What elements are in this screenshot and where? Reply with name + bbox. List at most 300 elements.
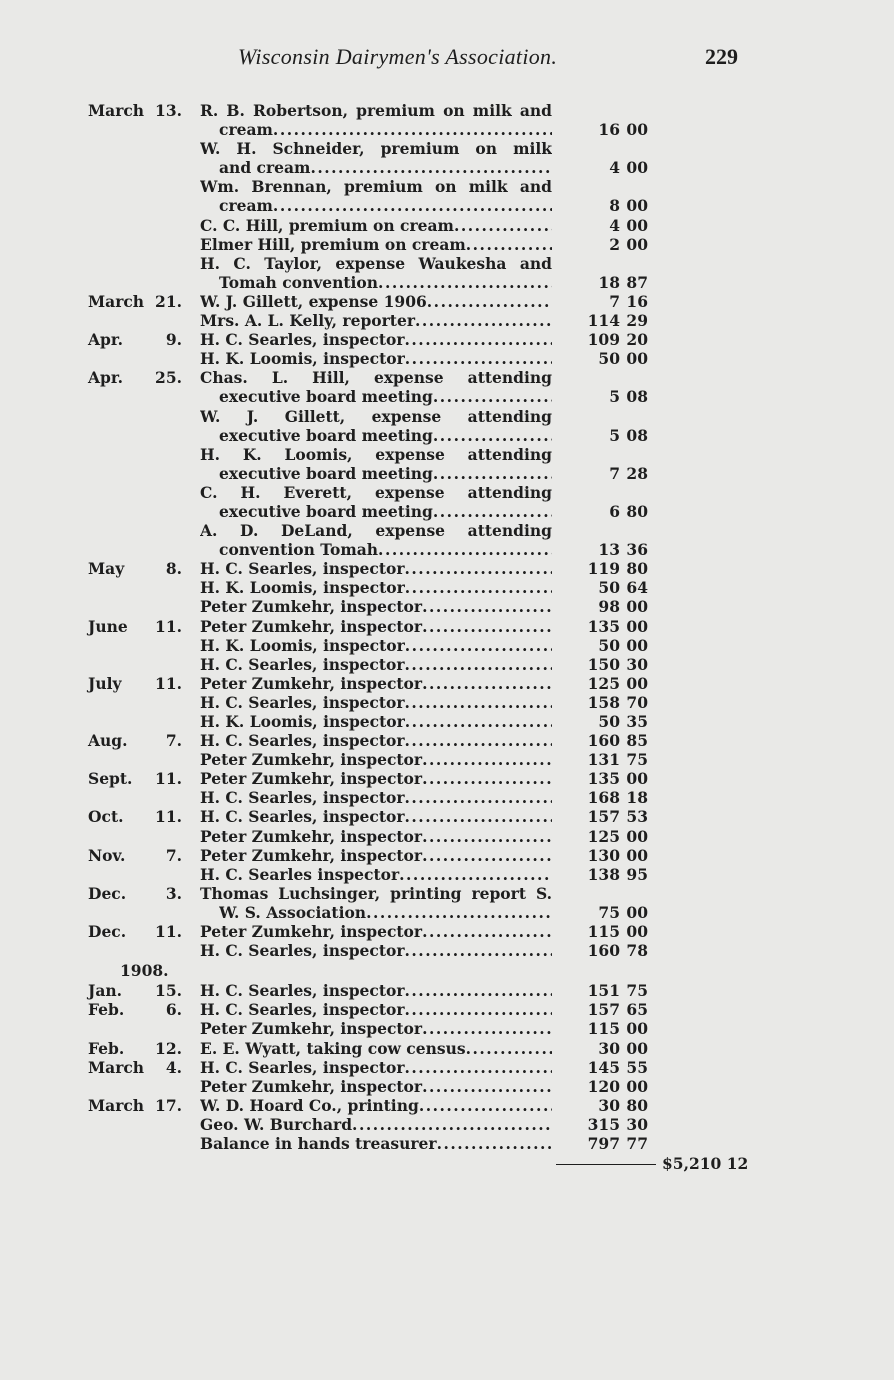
entry-description xyxy=(200,750,552,769)
dot-leader xyxy=(378,540,552,559)
amount-cents: 80 xyxy=(626,559,648,579)
entry-month: Feb. xyxy=(88,1038,125,1058)
dot-leader xyxy=(433,426,552,445)
amount-cents: 30 xyxy=(626,1114,648,1134)
page-number: 229 xyxy=(705,44,738,69)
grand-total: $5,210 12 xyxy=(662,1154,749,1174)
total-row xyxy=(0,1153,894,1175)
ledger-table xyxy=(0,101,894,1175)
amount-cents: 87 xyxy=(626,272,648,292)
dot-leader xyxy=(466,235,552,254)
description-text: H. C. Searles, inspector xyxy=(200,559,405,579)
amount-dollars: 115 xyxy=(587,922,620,942)
entry-month: Dec. xyxy=(88,922,127,942)
entry-month: Apr. xyxy=(88,330,124,350)
ledger-row xyxy=(0,177,894,196)
description-text: Peter Zumkehr, inspector xyxy=(200,616,423,636)
amount-cents: 08 xyxy=(626,387,648,407)
description-text: cream xyxy=(219,196,273,216)
ledger-row xyxy=(0,788,894,807)
dot-leader xyxy=(422,769,552,788)
amount-cents: 28 xyxy=(626,463,648,483)
amount-cents: 64 xyxy=(626,578,648,598)
amount-cents: 00 xyxy=(626,769,648,789)
description-text: W. D. Hoard Co., printing xyxy=(200,1095,419,1115)
ledger-row xyxy=(0,235,894,254)
dot-leader xyxy=(422,1019,552,1038)
entry-day: 11. xyxy=(155,616,182,636)
amount-dollars: 158 xyxy=(587,692,620,712)
ledger-row xyxy=(0,387,894,406)
amount-dollars: 8 xyxy=(609,196,620,216)
amount-dollars: 50 xyxy=(598,578,620,598)
entry-month: Jan. xyxy=(88,981,123,1001)
amount-cents: 53 xyxy=(626,807,648,827)
entry-month: Nov. xyxy=(88,845,126,865)
entry-month: March xyxy=(88,291,145,311)
dot-leader xyxy=(310,158,552,177)
dot-leader xyxy=(427,292,552,311)
entry-month: Oct. xyxy=(88,807,124,827)
entry-description xyxy=(219,158,552,177)
description-text: Peter Zumkehr, inspector xyxy=(200,826,423,846)
dot-leader xyxy=(422,750,552,769)
entry-description xyxy=(200,1077,552,1096)
ledger-row xyxy=(0,330,894,349)
ledger-row xyxy=(0,101,894,120)
amount-dollars: 18 xyxy=(598,272,620,292)
description-text: executive board meeting xyxy=(219,425,433,445)
dot-leader xyxy=(405,788,552,807)
ledger-row xyxy=(0,483,894,502)
entry-description xyxy=(200,1115,552,1134)
entry-description: Chas. L. Hill, expense attending xyxy=(200,368,552,388)
entry-description: W. J. Gillett, expense attending xyxy=(200,406,552,426)
ledger-row xyxy=(0,1115,894,1134)
entry-description xyxy=(200,330,552,349)
year-label: 1908. xyxy=(120,961,169,981)
dot-leader xyxy=(422,922,552,941)
entry-description xyxy=(200,1000,552,1019)
description-text: convention Tomah xyxy=(219,540,379,560)
entry-description xyxy=(200,827,552,846)
ledger-row xyxy=(0,292,894,311)
amount-cents: 00 xyxy=(626,902,648,922)
entry-day: 21. xyxy=(155,291,182,311)
description-text: Geo. W. Burchard xyxy=(200,1114,353,1134)
amount-dollars: 114 xyxy=(587,311,620,331)
description-text: Peter Zumkehr, inspector xyxy=(200,845,423,865)
entry-day: 9. xyxy=(165,330,182,350)
ledger-row xyxy=(0,216,894,235)
ledger-row xyxy=(0,597,894,616)
dot-leader xyxy=(422,617,552,636)
description-text: cream xyxy=(219,120,273,140)
ledger-row xyxy=(0,407,894,426)
ledger-row xyxy=(0,655,894,674)
description-text: E. E. Wyatt, taking cow census xyxy=(200,1038,466,1058)
amount-dollars: 168 xyxy=(587,788,620,808)
amount-dollars: 98 xyxy=(598,597,620,617)
entry-day: 11. xyxy=(155,922,182,942)
amount-dollars: 50 xyxy=(598,635,620,655)
amount-cents: 00 xyxy=(626,673,648,693)
entry-description xyxy=(200,922,552,941)
dot-leader xyxy=(405,559,552,578)
ledger-row xyxy=(0,981,894,1000)
description-text: H. C. Searles, inspector xyxy=(200,731,405,751)
ledger-row xyxy=(0,311,894,330)
ledger-row xyxy=(0,1134,894,1153)
amount-cents: 00 xyxy=(626,1076,648,1096)
amount-dollars: 145 xyxy=(587,1057,620,1077)
dot-leader xyxy=(273,196,552,215)
entry-description xyxy=(219,387,552,406)
entry-description xyxy=(200,1019,552,1038)
dot-leader xyxy=(405,1000,552,1019)
amount-cents: 00 xyxy=(626,196,648,216)
entry-day: 15. xyxy=(155,981,182,1001)
dot-leader xyxy=(366,903,552,922)
year-heading-row xyxy=(0,960,894,981)
running-title: Wisconsin Dairymen's Association. xyxy=(238,44,558,69)
entry-month: Dec. xyxy=(88,883,127,903)
amount-dollars: 13 xyxy=(598,540,620,560)
entry-description xyxy=(200,349,552,368)
description-text: H. K. Loomis, inspector xyxy=(200,712,405,731)
amount-cents: 55 xyxy=(626,1057,648,1077)
ledger-row xyxy=(0,349,894,368)
description-text: H. C. Searles, inspector xyxy=(200,788,405,808)
dot-leader xyxy=(273,120,552,139)
entry-month: Apr. xyxy=(88,368,124,388)
dot-leader xyxy=(405,807,552,826)
ledger-row xyxy=(0,636,894,655)
amount-cents: 00 xyxy=(626,158,648,178)
description-text: H. C. Searles, inspector xyxy=(200,654,405,674)
ledger-row xyxy=(0,922,894,941)
description-text: H. C. Searles, inspector xyxy=(200,941,405,961)
amount-dollars: 7 xyxy=(609,291,620,311)
dot-leader xyxy=(433,502,552,521)
entry-description: H. C. Taylor, expense Waukesha and xyxy=(200,253,552,273)
description-text: Tomah convention xyxy=(219,272,379,292)
dot-leader xyxy=(422,846,552,865)
description-text: Peter Zumkehr, inspector xyxy=(200,750,423,770)
entry-description xyxy=(200,807,552,826)
entry-description xyxy=(219,502,552,521)
ledger-row xyxy=(0,426,894,445)
description-text: executive board meeting xyxy=(219,463,433,483)
amount-cents: 70 xyxy=(626,692,648,712)
entry-description xyxy=(200,559,552,578)
entry-description xyxy=(200,636,552,655)
ledger-row xyxy=(0,521,894,540)
entry-day: 11. xyxy=(155,807,182,827)
description-text: Mrs. A. L. Kelly, reporter xyxy=(200,311,415,331)
description-text: executive board meeting xyxy=(219,501,433,521)
ledger-row xyxy=(0,559,894,578)
amount-dollars: 4 xyxy=(609,158,620,178)
ledger-row xyxy=(0,827,894,846)
entry-description xyxy=(200,1058,552,1077)
amount-cents: 20 xyxy=(626,330,648,350)
amount-dollars: 5 xyxy=(609,387,620,407)
dot-leader xyxy=(352,1115,552,1134)
amount-dollars: 7 xyxy=(609,463,620,483)
description-text: H. K. Loomis, inspector xyxy=(200,349,405,369)
entry-month: May xyxy=(88,559,125,579)
amount-dollars: 130 xyxy=(587,845,620,865)
description-text: H. C. Searles, inspector xyxy=(200,981,405,1001)
ledger-row xyxy=(0,807,894,826)
entry-description xyxy=(200,655,552,674)
entry-day: 11. xyxy=(155,673,182,693)
entry-description xyxy=(200,712,552,731)
entry-month: June xyxy=(88,616,128,636)
ledger-row xyxy=(0,578,894,597)
entry-description xyxy=(200,311,552,330)
amount-dollars: 119 xyxy=(587,559,620,579)
ledger-row xyxy=(0,750,894,769)
amount-dollars: 115 xyxy=(587,1019,620,1039)
description-text: H. C. Searles inspector xyxy=(200,864,400,884)
amount-cents: 00 xyxy=(626,1038,648,1058)
dot-leader xyxy=(399,865,552,884)
entry-day: 11. xyxy=(155,769,182,789)
amount-cents: 00 xyxy=(626,922,648,942)
amount-cents: 85 xyxy=(626,731,648,751)
ledger-row xyxy=(0,1077,894,1096)
description-text: executive board meeting xyxy=(219,387,433,407)
amount-dollars: 160 xyxy=(587,941,620,961)
amount-dollars: 135 xyxy=(587,769,620,789)
description-text: H. C. Searles, inspector xyxy=(200,330,405,350)
amount-cents: 00 xyxy=(626,215,648,235)
dot-leader xyxy=(419,1096,552,1115)
entry-description: R. B. Robertson, premium on milk and xyxy=(200,101,552,120)
ledger-row xyxy=(0,139,894,158)
dot-leader xyxy=(405,712,552,731)
entry-description: A. D. DeLand, expense attending xyxy=(200,521,552,541)
amount-cents: 80 xyxy=(626,501,648,521)
ledger-row xyxy=(0,941,894,960)
description-text: H. K. Loomis, inspector xyxy=(200,578,405,598)
entry-description xyxy=(200,1096,552,1115)
ledger-row xyxy=(0,1096,894,1115)
description-text: Peter Zumkehr, inspector xyxy=(200,1076,423,1096)
description-text: Peter Zumkehr, inspector xyxy=(200,922,423,942)
ledger-row xyxy=(0,884,894,903)
entry-description xyxy=(200,216,552,235)
amount-cents: 16 xyxy=(626,291,648,311)
entry-day: 7. xyxy=(165,731,182,751)
dot-leader xyxy=(405,981,552,1000)
amount-dollars: 151 xyxy=(587,981,620,1001)
entry-day: 4. xyxy=(165,1057,182,1077)
amount-cents: 95 xyxy=(626,864,648,884)
entry-description xyxy=(219,540,552,559)
amount-cents: 80 xyxy=(626,1095,648,1115)
dot-leader xyxy=(405,1058,552,1077)
dot-leader xyxy=(415,311,552,330)
ledger-row xyxy=(0,464,894,483)
ledger-row xyxy=(0,846,894,865)
entry-description xyxy=(219,464,552,483)
description-text: Peter Zumkehr, inspector xyxy=(200,1019,423,1039)
dot-leader xyxy=(422,674,552,693)
entry-day: 8. xyxy=(165,559,182,579)
ledger-row xyxy=(0,445,894,464)
description-text: W. J. Gillett, expense 1906 xyxy=(200,291,427,311)
entry-day: 17. xyxy=(155,1095,182,1115)
entry-day: 7. xyxy=(165,845,182,865)
entry-description: H. K. Loomis, expense attending xyxy=(200,444,552,464)
ledger-row xyxy=(0,693,894,712)
description-text: and cream xyxy=(219,158,311,178)
ledger-row xyxy=(0,865,894,884)
ledger-row xyxy=(0,903,894,922)
amount-cents: 00 xyxy=(626,616,648,636)
amount-cents: 75 xyxy=(626,981,648,1001)
amount-dollars: 2 xyxy=(609,234,620,254)
entry-month: Sept. xyxy=(88,769,133,789)
entry-month: Feb. xyxy=(88,1000,125,1020)
ledger-row xyxy=(0,1058,894,1077)
amount-dollars: 30 xyxy=(598,1038,620,1058)
ledger-row xyxy=(0,120,894,139)
amount-dollars: 125 xyxy=(587,826,620,846)
dot-leader xyxy=(437,1134,552,1153)
amount-dollars: 16 xyxy=(598,120,620,140)
description-text: H. K. Loomis, inspector xyxy=(200,635,405,655)
entry-description xyxy=(200,846,552,865)
entry-month: March xyxy=(88,1057,145,1077)
entry-description xyxy=(200,674,552,693)
ledger-row xyxy=(0,368,894,387)
entry-description xyxy=(200,578,552,597)
entry-description xyxy=(200,693,552,712)
entry-description xyxy=(200,597,552,616)
description-text: H. C. Searles, inspector xyxy=(200,1000,405,1020)
entry-description xyxy=(219,120,552,139)
ledger-row xyxy=(0,769,894,788)
amount-dollars: 109 xyxy=(587,330,620,350)
entry-description: W. H. Schneider, premium on milk xyxy=(200,139,552,159)
ledger-row xyxy=(0,674,894,693)
entry-description: Wm. Brennan, premium on milk and xyxy=(200,177,552,197)
description-text: C. C. Hill, premium on cream xyxy=(200,215,454,235)
entry-description xyxy=(200,865,552,884)
description-text: Peter Zumkehr, inspector xyxy=(200,673,423,693)
entry-description xyxy=(219,426,552,445)
dot-leader xyxy=(405,578,552,597)
entry-description xyxy=(200,731,552,750)
ledger-row xyxy=(0,731,894,750)
amount-dollars: 135 xyxy=(587,616,620,636)
entry-description xyxy=(200,1039,552,1058)
amount-dollars: 797 xyxy=(587,1133,620,1153)
amount-cents: 35 xyxy=(626,712,648,731)
description-text: H. C. Searles, inspector xyxy=(200,807,405,827)
dot-leader xyxy=(454,216,552,235)
amount-dollars: 150 xyxy=(587,654,620,674)
entry-day: 13. xyxy=(155,101,182,120)
entry-description xyxy=(200,617,552,636)
amount-cents: 00 xyxy=(626,635,648,655)
dot-leader xyxy=(422,597,552,616)
entry-description xyxy=(200,788,552,807)
ledger-row xyxy=(0,712,894,731)
ledger-row xyxy=(0,273,894,292)
dot-leader xyxy=(405,349,552,368)
dot-leader xyxy=(405,636,552,655)
dot-leader xyxy=(422,827,552,846)
ledger-row xyxy=(0,617,894,636)
ledger-row xyxy=(0,196,894,215)
amount-cents: 78 xyxy=(626,941,648,961)
entry-day: 6. xyxy=(165,1000,182,1020)
page-header xyxy=(0,44,894,74)
dot-leader xyxy=(405,693,552,712)
entry-description xyxy=(200,235,552,254)
amount-dollars: 138 xyxy=(587,864,620,884)
amount-dollars: 315 xyxy=(587,1114,620,1134)
description-text: Peter Zumkehr, inspector xyxy=(200,597,423,617)
entry-description: Thomas Luchsinger, printing report S. xyxy=(200,883,552,903)
ledger-row xyxy=(0,502,894,521)
amount-dollars: 50 xyxy=(598,712,620,731)
amount-dollars: 4 xyxy=(609,215,620,235)
amount-dollars: 50 xyxy=(598,349,620,369)
amount-cents: 00 xyxy=(626,234,648,254)
entry-description xyxy=(219,273,552,292)
dot-leader xyxy=(405,330,552,349)
entry-description xyxy=(200,292,552,311)
ledger-row xyxy=(0,254,894,273)
entry-description xyxy=(219,903,552,922)
amount-dollars: 125 xyxy=(587,673,620,693)
dot-leader xyxy=(405,731,552,750)
ledger-row xyxy=(0,540,894,559)
amount-dollars: 157 xyxy=(587,807,620,827)
entry-day: 12. xyxy=(155,1038,182,1058)
dot-leader xyxy=(422,1077,552,1096)
entry-day: 3. xyxy=(165,883,182,903)
dot-leader xyxy=(405,655,552,674)
amount-dollars: 131 xyxy=(587,750,620,770)
amount-dollars: 30 xyxy=(598,1095,620,1115)
amount-cents: 30 xyxy=(626,654,648,674)
entry-month: Aug. xyxy=(88,731,128,751)
entry-description: C. H. Everett, expense attending xyxy=(200,482,552,502)
description-text: H. C. Searles, inspector xyxy=(200,1057,405,1077)
amount-cents: 00 xyxy=(626,845,648,865)
amount-cents: 65 xyxy=(626,1000,648,1020)
amount-cents: 18 xyxy=(626,788,648,808)
amount-cents: 00 xyxy=(626,826,648,846)
ledger-row xyxy=(0,1039,894,1058)
amount-cents: 08 xyxy=(626,425,648,445)
amount-cents: 29 xyxy=(626,311,648,331)
entry-description xyxy=(200,1134,552,1153)
dot-leader xyxy=(433,464,552,483)
amount-cents: 00 xyxy=(626,120,648,140)
dot-leader xyxy=(405,941,552,960)
entry-month: March xyxy=(88,101,145,120)
amount-cents: 36 xyxy=(626,540,648,560)
entry-day: 25. xyxy=(155,368,182,388)
